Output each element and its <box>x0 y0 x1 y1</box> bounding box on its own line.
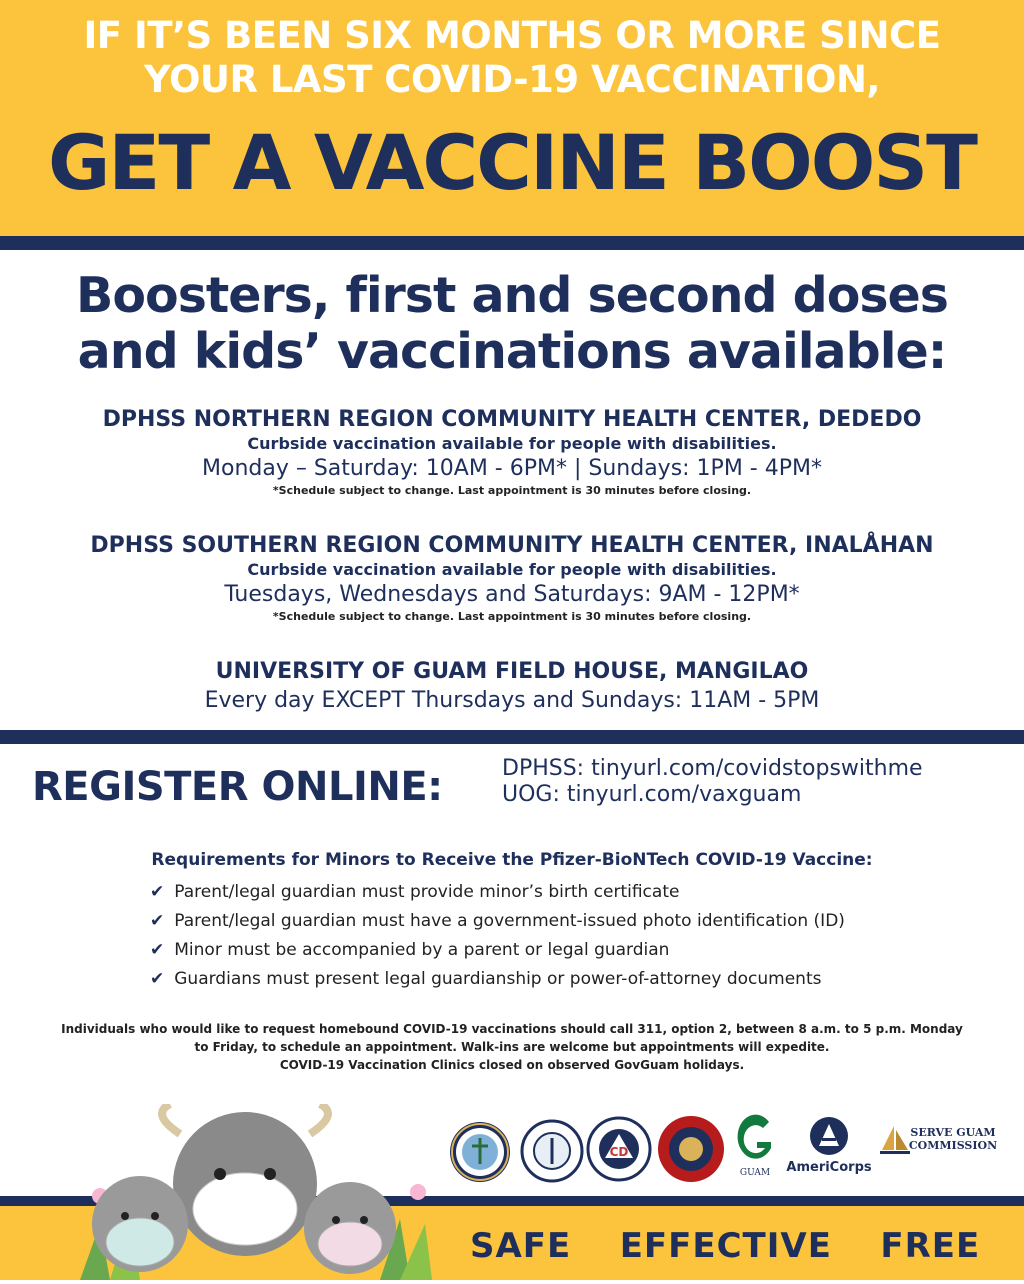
list-item <box>150 936 845 965</box>
list-item <box>150 965 845 994</box>
footer-word-safe: SAFE <box>470 1226 572 1266</box>
homebound-notes <box>20 1020 1004 1074</box>
register-link-dphss[interactable]: DPHSS: tinyurl.com/covidstopswithme <box>502 756 923 781</box>
register-title: REGISTER ONLINE: <box>32 764 443 810</box>
list-item <box>150 907 845 936</box>
requirements-list <box>150 878 845 994</box>
location-south <box>0 532 1024 624</box>
governor-seal-logo <box>448 1120 512 1188</box>
notes-line-3: COVID-19 Vaccination Clinics closed on observed GovGuam holidays. <box>279 1058 745 1072</box>
notes-line-1: Individuals who would like to request homebound COVID-19 vaccinations should call 311, option 2, between 8 a.m. to 5 p.m. Monday <box>61 1022 963 1036</box>
header-pre-text <box>0 14 1024 102</box>
availability-heading <box>0 268 1024 380</box>
checkmark-icon: ✔ <box>150 940 165 960</box>
location-uog <box>0 658 1024 716</box>
location-subtext: Curbside vaccination available for people with disabilities. <box>247 560 777 579</box>
footer-separator: • <box>584 1226 607 1266</box>
requirement-text: Parent/legal guardian must provide minor’s birth certificate <box>174 882 680 902</box>
location-hours: Monday – Saturday: 10AM - 6PM* | Sundays: 1PM - 4PM* <box>202 456 822 481</box>
availability-heading-line-1: Boosters, first and second doses <box>76 267 948 324</box>
location-hours: Tuesdays, Wednesdays and Saturdays: 9AM - 12PM* <box>224 582 800 607</box>
header-main-title: GET A VACCINE BOOST <box>48 118 976 207</box>
requirement-text: Guardians must present legal guardianship or power-of-attorney documents <box>174 969 822 989</box>
checkmark-icon: ✔ <box>150 969 165 989</box>
americorps-logo <box>786 1116 872 1175</box>
footer-tagline <box>470 1224 980 1268</box>
svg-text:CD: CD <box>609 1145 629 1159</box>
checkmark-icon: ✔ <box>150 911 165 931</box>
location-note: *Schedule subject to change. Last appointment is 30 minutes before closing. <box>272 610 752 623</box>
serve-guam-text-2: COMMISSION <box>908 1139 998 1152</box>
location-name: DPHSS SOUTHERN REGION COMMUNITY HEALTH CENTER, INALÅHAN <box>90 533 934 558</box>
location-name: DPHSS NORTHERN REGION COMMUNITY HEALTH CENTER, DEDEDO <box>102 407 922 432</box>
header-pre-line-1: IF IT’S BEEN SIX MONTHS OR MORE SINCE <box>83 14 941 57</box>
header-banner <box>0 0 1024 236</box>
list-item <box>150 878 845 907</box>
uog-logo <box>730 1112 780 1178</box>
divider-bar-middle <box>0 730 1024 744</box>
location-hours: Every day EXCEPT Thursdays and Sundays: 11AM - 5PM <box>204 688 820 713</box>
header-pre-line-2: YOUR LAST COVID-19 VACCINATION, <box>143 58 880 101</box>
requirement-text: Parent/legal guardian must have a government-issued photo identification (ID) <box>174 911 845 931</box>
register-section <box>0 748 1024 828</box>
location-note: *Schedule subject to change. Last appointment is 30 minutes before closing. <box>272 484 752 497</box>
requirement-text: Minor must be accompanied by a parent or legal guardian <box>174 940 670 960</box>
civil-defense-logo <box>586 1116 652 1186</box>
register-links <box>502 756 923 808</box>
carabao-mascots-illustration <box>80 1104 440 1284</box>
location-north <box>0 406 1024 498</box>
serve-guam-text-1: SERVE GUAM <box>910 1126 996 1139</box>
national-guard-logo <box>656 1114 726 1188</box>
americorps-logo-text: AmeriCorps <box>786 1160 872 1175</box>
availability-heading-line-2: and kids’ vaccinations available: <box>77 323 947 380</box>
divider-bar-top <box>0 236 1024 250</box>
register-link-uog[interactable]: UOG: tinyurl.com/vaxguam <box>502 782 802 807</box>
checkmark-icon: ✔ <box>150 882 165 902</box>
requirements-title: Requirements for Minors to Receive the Pfizer-BioNTech COVID-19 Vaccine: <box>151 850 873 870</box>
location-name: UNIVERSITY OF GUAM FIELD HOUSE, MANGILAO <box>215 659 809 684</box>
uog-logo-text: GUAM <box>739 1168 771 1178</box>
location-subtext: Curbside vaccination available for people with disabilities. <box>247 434 777 453</box>
public-health-seal-logo <box>520 1118 584 1188</box>
footer-word-free: FREE <box>880 1226 981 1266</box>
notes-line-2: to Friday, to schedule an appointment. Walk-ins are welcome but appointments will expedite. <box>194 1040 830 1054</box>
footer-word-effective: EFFECTIVE <box>619 1226 832 1266</box>
footer-separator: • <box>844 1226 868 1266</box>
